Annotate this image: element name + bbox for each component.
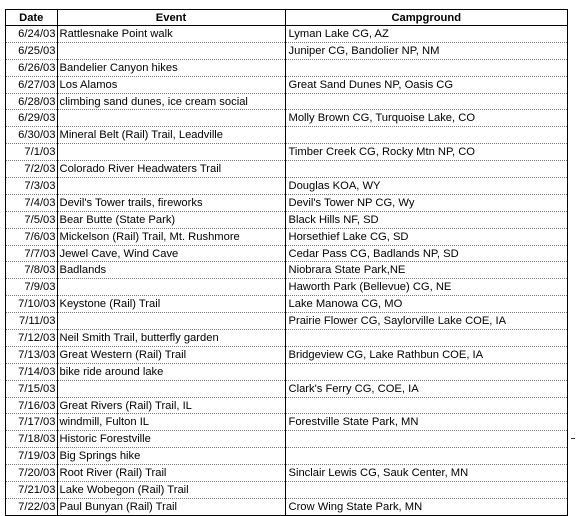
table-row — [6, 498, 567, 514]
table-row — [6, 245, 567, 262]
table-row — [6, 262, 567, 279]
event-cell: Great Western (Rail) Trail — [57, 346, 285, 363]
date-cell: 6/27/03 — [6, 76, 57, 93]
date-cell: 7/12/03 — [6, 330, 57, 347]
campground-cell: Clark's Ferry CG, COE, IA — [285, 380, 567, 397]
table-row — [6, 448, 567, 465]
table-row — [6, 431, 567, 448]
date-cell: 6/30/03 — [6, 127, 57, 144]
column-header-event: Event — [57, 10, 285, 26]
date-cell: 7/5/03 — [6, 211, 57, 228]
table-row — [6, 330, 567, 347]
event-cell: Rattlesnake Point walk — [57, 26, 285, 43]
table-row — [6, 465, 567, 482]
date-cell: 7/19/03 — [6, 448, 57, 465]
event-cell: windmill, Fulton IL — [57, 414, 285, 431]
campground-cell: Haworth Park (Bellevue) CG, NE — [285, 279, 567, 296]
date-cell: 6/28/03 — [6, 93, 57, 110]
campground-cell — [285, 161, 567, 178]
event-cell: Paul Bunyan (Rail) Trail — [57, 498, 285, 514]
event-cell: bike ride around lake — [57, 363, 285, 380]
table-body — [6, 26, 567, 515]
date-cell: 7/2/03 — [6, 161, 57, 178]
campground-cell — [285, 482, 567, 499]
event-cell — [57, 110, 285, 127]
campground-cell: Devil's Tower NP CG, Wy — [285, 194, 567, 211]
campground-cell: Great Sand Dunes NP, Oasis CG — [285, 76, 567, 93]
event-cell: Devil's Tower trails, fireworks — [57, 194, 285, 211]
table-row — [6, 414, 567, 431]
event-cell: Root River (Rail) Trail — [57, 465, 285, 482]
campground-cell: Sinclair Lewis CG, Sauk Center, MN — [285, 465, 567, 482]
header-row — [6, 10, 567, 26]
event-cell — [57, 144, 285, 161]
event-cell: climbing sand dunes, ice cream social — [57, 93, 285, 110]
date-cell: 7/13/03 — [6, 346, 57, 363]
table-row — [6, 178, 567, 195]
page-edge-mark — [571, 438, 575, 439]
date-cell: 6/29/03 — [6, 110, 57, 127]
event-cell: Los Alamos — [57, 76, 285, 93]
date-cell: 6/26/03 — [6, 59, 57, 76]
table-row — [6, 76, 567, 93]
event-cell: Keystone (Rail) Trail — [57, 296, 285, 313]
date-cell: 7/8/03 — [6, 262, 57, 279]
campground-cell — [285, 448, 567, 465]
event-cell — [57, 178, 285, 195]
table-row — [6, 42, 567, 59]
event-cell: Neil Smith Trail, butterfly garden — [57, 330, 285, 347]
table-row — [6, 380, 567, 397]
date-cell: 7/11/03 — [6, 313, 57, 330]
campground-cell: Molly Brown CG, Turquoise Lake, CO — [285, 110, 567, 127]
table-row — [6, 144, 567, 161]
date-cell: 6/25/03 — [6, 42, 57, 59]
table-row — [6, 59, 567, 76]
campground-cell — [285, 59, 567, 76]
event-cell — [57, 42, 285, 59]
campground-cell — [285, 397, 567, 414]
event-cell: Mineral Belt (Rail) Trail, Leadville — [57, 127, 285, 144]
table-row — [6, 482, 567, 499]
campground-cell: Forestville State Park, MN — [285, 414, 567, 431]
table-row — [6, 228, 567, 245]
campground-cell — [285, 363, 567, 380]
event-cell: Great Rivers (Rail) Trail, IL — [57, 397, 285, 414]
campground-cell — [285, 127, 567, 144]
campground-cell: Horsethief Lake CG, SD — [285, 228, 567, 245]
date-cell: 7/1/03 — [6, 144, 57, 161]
column-header-date: Date — [6, 10, 57, 26]
table-row — [6, 93, 567, 110]
date-cell: 7/14/03 — [6, 363, 57, 380]
date-cell: 7/18/03 — [6, 431, 57, 448]
itinerary-table — [6, 10, 567, 515]
event-cell: Colorado River Headwaters Trail — [57, 161, 285, 178]
campground-cell: Prairie Flower CG, Saylorville Lake COE, IA — [285, 313, 567, 330]
table-row — [6, 346, 567, 363]
date-cell: 7/6/03 — [6, 228, 57, 245]
table-row — [6, 397, 567, 414]
event-cell: Historic Forestville — [57, 431, 285, 448]
campground-cell: Lake Manowa CG, MO — [285, 296, 567, 313]
campground-cell: Timber Creek CG, Rocky Mtn NP, CO — [285, 144, 567, 161]
event-cell: Badlands — [57, 262, 285, 279]
date-cell: 6/24/03 — [6, 26, 57, 43]
date-cell: 7/7/03 — [6, 245, 57, 262]
event-cell: Lake Wobegon (Rail) Trail — [57, 482, 285, 499]
date-cell: 7/15/03 — [6, 380, 57, 397]
campground-cell: Crow Wing State Park, MN — [288, 500, 423, 513]
table-row — [6, 194, 567, 211]
table-row — [6, 313, 567, 330]
event-cell: Bandelier Canyon hikes — [57, 59, 285, 76]
table-row — [6, 110, 567, 127]
campground-cell: Cedar Pass CG, Badlands NP, SD — [285, 245, 567, 262]
date-cell: 7/22/03 — [6, 498, 57, 514]
itinerary-table-frame — [5, 9, 568, 516]
date-cell: 7/21/03 — [6, 482, 57, 499]
table-row — [6, 279, 567, 296]
date-cell: 7/17/03 — [6, 414, 57, 431]
event-cell — [57, 313, 285, 330]
event-cell: Mickelson (Rail) Trail, Mt. Rushmore — [57, 228, 285, 245]
date-cell: 7/3/03 — [6, 178, 57, 195]
campground-cell: Juniper CG, Bandolier NP, NM — [285, 42, 567, 59]
campground-cell — [285, 330, 567, 347]
campground-cell — [285, 93, 567, 110]
event-cell — [57, 279, 285, 296]
campground-cell: Douglas KOA, WY — [285, 178, 567, 195]
campground-cell: Black Hills NF, SD — [285, 211, 567, 228]
date-cell: 7/9/03 — [6, 279, 57, 296]
date-cell: 7/4/03 — [6, 194, 57, 211]
campground-cell — [285, 431, 567, 448]
campground-cell: Niobrara State Park,NE — [285, 262, 567, 279]
date-cell: 7/16/03 — [6, 397, 57, 414]
date-cell: 7/10/03 — [6, 296, 57, 313]
date-cell: 7/20/03 — [6, 465, 57, 482]
event-cell: Big Springs hike — [57, 448, 285, 465]
event-cell: Jewel Cave, Wind Cave — [57, 245, 285, 262]
event-cell: Bear Butte (State Park) — [57, 211, 285, 228]
column-header-campground: Campground — [285, 10, 567, 26]
table-row — [6, 211, 567, 228]
table-row — [6, 161, 567, 178]
table-row — [6, 296, 567, 313]
table-row — [6, 127, 567, 144]
campground-cell: Bridgeview CG, Lake Rathbun COE, IA — [285, 346, 567, 363]
table-row — [6, 26, 567, 43]
event-cell — [57, 380, 285, 397]
table-row — [6, 363, 567, 380]
campground-cell: Lyman Lake CG, AZ — [285, 26, 567, 43]
